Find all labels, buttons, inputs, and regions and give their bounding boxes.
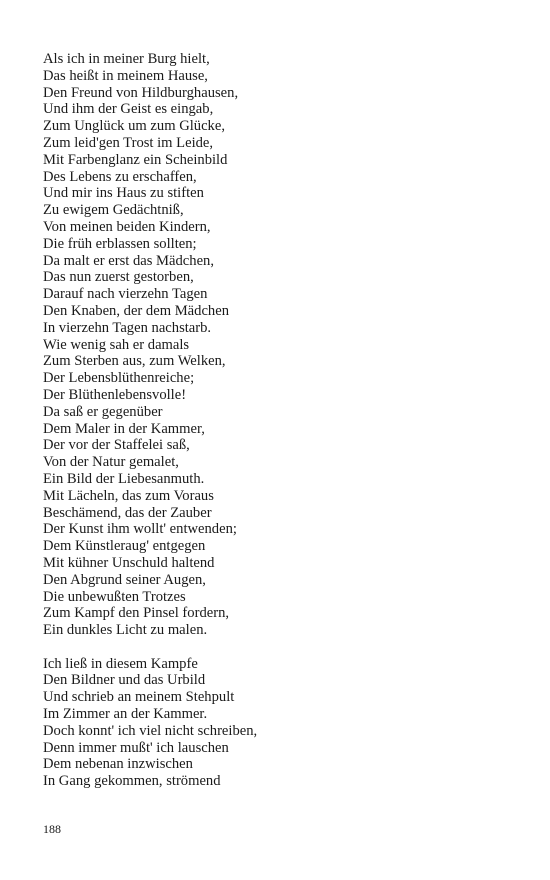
poem-line: Den Abgrund seiner Augen, <box>43 571 206 588</box>
poem-line: Zum Sterben aus, zum Welken, <box>43 353 226 370</box>
poem-line: Von meinen beiden Kindern, <box>43 218 211 235</box>
poem-line: Als ich in meiner Burg hielt, <box>43 51 210 67</box>
poem-line: Mit Lächeln, das zum Voraus <box>43 487 214 504</box>
stanza <box>43 656 523 790</box>
poem-line: Das heißt in meinem Hause, <box>43 67 208 84</box>
poem-line: Des Lebens zu erschaffen, <box>43 168 197 185</box>
poem-line: Die unbewußten Trotzes <box>43 588 186 605</box>
poem-line: Darauf nach vierzehn Tagen <box>43 286 208 303</box>
page-number: 188 <box>43 822 61 836</box>
poem-line: Da saß er gegenüber <box>43 403 163 420</box>
poem-line: Dem Maler in der Kammer, <box>43 420 205 437</box>
poem-line: Ein Bild der Liebesanmuth. <box>43 470 205 487</box>
stanza <box>43 51 523 639</box>
poem-line: Wie wenig sah er damals <box>43 336 190 353</box>
poem-line: Das nun zuerst gestorben, <box>43 269 194 286</box>
poem-line: Der vor der Staffelei saß, <box>43 437 190 454</box>
poem-line: Und schrieb an meinem Stehpult <box>43 689 235 706</box>
poem-line: Da malt er erst das Mädchen, <box>43 252 215 269</box>
poem-line: Ein dunkles Licht zu malen. <box>43 622 208 639</box>
poem-line: Dem Künstleraug' entgegen <box>43 538 206 555</box>
poem-line: Von der Natur gemalet, <box>43 454 179 471</box>
poem-text <box>43 51 523 790</box>
poem-line: Beschämend, das der Zauber <box>43 504 212 521</box>
poem-line: Mit kühner Unschuld haltend <box>43 554 215 571</box>
poem-line: Und mir ins Haus zu stiften <box>43 185 204 202</box>
poem-line: Doch konnt' ich viel nicht schreiben, <box>43 722 258 739</box>
poem-line: Zum leid'gen Trost im Leide, <box>43 134 214 151</box>
poem-line: Den Bildner und das Urbild <box>43 672 206 689</box>
poem-line: Dem nebenan inzwischen <box>43 756 193 773</box>
poem-line: Denn immer mußt' ich lauschen <box>43 739 229 756</box>
poem-line: Im Zimmer an der Kammer. <box>43 706 208 723</box>
poem-line: Mit Farbenglanz ein Scheinbild <box>43 151 228 168</box>
poem-line: Zu ewigem Gedächtniß, <box>43 202 184 219</box>
poem-line: Zum Kampf den Pinsel fordern, <box>43 605 230 622</box>
poem-line: Den Freund von Hildburghausen, <box>43 84 239 101</box>
poem-line: Der Kunst ihm wollt' entwenden; <box>43 521 237 538</box>
poem-line: In vierzehn Tagen nachstarb. <box>43 319 212 336</box>
poem-line: In Gang gekommen, strömend <box>43 773 221 790</box>
poem-line: Und ihm der Geist es eingab, <box>43 101 214 118</box>
poem-line: Der Blüthenlebensvolle! <box>43 386 187 403</box>
poem-line: Den Knaben, der dem Mädchen <box>43 302 229 319</box>
poem-line: Der Lebensblüthenreiche; <box>43 370 195 387</box>
poem-line: Zum Unglück um zum Glücke, <box>43 118 225 135</box>
poem-line: Ich ließ in diesem Kampfe <box>43 655 198 672</box>
poem-line: Die früh erblassen sollten; <box>43 235 197 252</box>
